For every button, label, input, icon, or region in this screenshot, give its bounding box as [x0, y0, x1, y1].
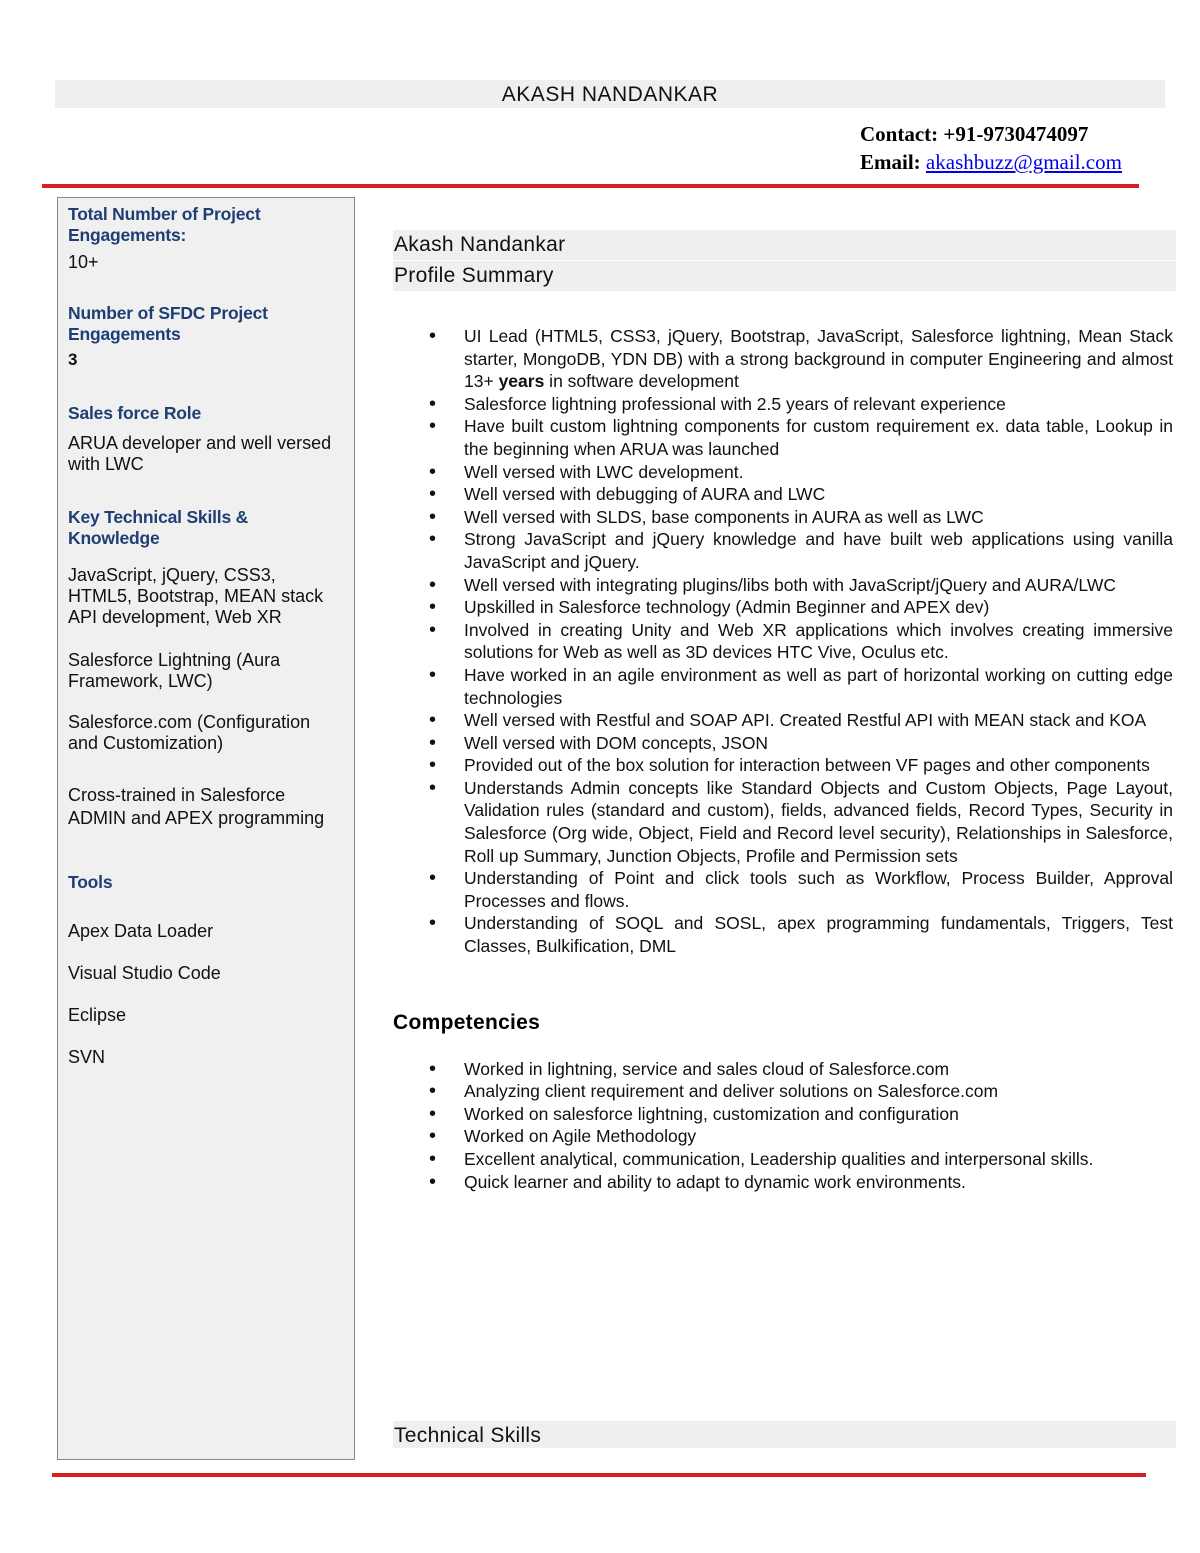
list-item: • Well versed with Restful and SOAP API. Created Restful API with MEAN stack and KOA — [464, 709, 1176, 732]
contact-phone: +91-9730474097 — [943, 122, 1089, 146]
list-item: • Strong JavaScript and jQuery knowledge and have built web applications using vanilla JavaScript and jQuery. — [464, 528, 1176, 573]
technical-skills-heading: Technical Skills — [393, 1421, 1176, 1448]
name-heading: Akash Nandankar — [393, 230, 1176, 260]
profile-summary-heading: Profile Summary — [393, 261, 1176, 291]
tool-item: Eclipse — [68, 1005, 127, 1025]
tools-heading: Tools — [68, 872, 113, 892]
main-content — [393, 230, 1176, 1193]
total-projects-value: 10+ — [68, 252, 99, 272]
list-item: • Excellent analytical, communication, Leadership qualities and interpersonal skills. — [464, 1148, 1176, 1171]
resume-name-banner: AKASH NANDANKAR — [55, 80, 1165, 108]
list-item: • Worked on salesforce lightning, customization and configuration — [464, 1103, 1176, 1126]
list-item: • Worked in lightning, service and sales cloud of Salesforce.com — [464, 1058, 1176, 1081]
email-link[interactable]: akashbuzz@gmail.com — [925, 150, 1122, 174]
list-item: • Understanding of SOQL and SOSL, apex programming fundamentals, Triggers, Test Classes, Bulkification, DML — [464, 912, 1176, 957]
list-item: • Well versed with LWC development. — [464, 461, 1176, 484]
list-item: • Have built custom lightning components for custom requirement ex. data table, Lookup in the beginning when ARUA was launched — [464, 415, 1176, 460]
tool-item: Apex Data Loader — [68, 921, 214, 941]
skill-item: JavaScript, jQuery, CSS3, HTML5, Bootstrap, MEAN stack API development, Web XR — [68, 565, 324, 627]
tool-item: Visual Studio Code — [68, 963, 221, 983]
profile-summary-list — [393, 325, 1176, 958]
sfdc-projects-heading: Number of SFDC Project Engagements — [68, 303, 268, 344]
contact-label: Contact: — [860, 122, 939, 146]
total-projects-heading: Total Number of Project Engagements: — [68, 204, 261, 245]
email-line — [860, 148, 1180, 176]
list-item: • UI Lead (HTML5, CSS3, jQuery, Bootstrap, JavaScript, Salesforce lightning, Mean Stack starter, MongoDB, YDN DB) with a strong background in computer Engineering and almost 13+ years in software development — [464, 325, 1176, 393]
list-item: • Analyzing client requirement and deliver solutions on Salesforce.com — [464, 1080, 1176, 1103]
sidebar — [57, 197, 355, 1460]
list-item: • Well versed with debugging of AURA and LWC — [464, 483, 1176, 506]
email-label: Email: — [860, 150, 921, 174]
competencies-list — [393, 1058, 1176, 1194]
skills-heading: Key Technical Skills & Knowledge — [68, 507, 249, 548]
skill-item: Cross-trained in Salesforce ADMIN and APEX programming — [68, 785, 325, 828]
list-item: • Well versed with integrating plugins/libs both with JavaScript/jQuery and AURA/LWC — [464, 574, 1176, 597]
list-item: • Have worked in an agile environment as well as part of horizontal working on cutting edge technologies — [464, 664, 1176, 709]
skill-item: Salesforce.com (Configuration and Customization) — [68, 712, 311, 753]
competencies-heading: Competencies — [393, 1010, 541, 1034]
sfdc-projects-value: 3 — [68, 350, 78, 369]
contact-line — [860, 120, 1180, 148]
bottom-divider — [52, 1473, 1146, 1477]
role-value: ARUA developer and well versed with LWC — [68, 433, 332, 474]
role-heading: Sales force Role — [68, 403, 201, 423]
list-item: • Worked on Agile Methodology — [464, 1125, 1176, 1148]
top-divider — [42, 184, 1139, 188]
list-item: • Salesforce lightning professional with 2.5 years of relevant experience — [464, 393, 1176, 416]
list-item: • Provided out of the box solution for interaction between VF pages and other components — [464, 754, 1176, 777]
list-item: • Quick learner and ability to adapt to dynamic work environments. — [464, 1171, 1176, 1194]
list-item: • Well versed with DOM concepts, JSON — [464, 732, 1176, 755]
list-item: • Involved in creating Unity and Web XR applications which involves creating immersive solutions for Web as well as 3D devices HTC Vive, Oculus etc. — [464, 619, 1176, 664]
contact-block — [860, 120, 1180, 176]
list-item: • Understanding of Point and click tools such as Workflow, Process Builder, Approval Processes and flows. — [464, 867, 1176, 912]
list-item: • Well versed with SLDS, base components in AURA as well as LWC — [464, 506, 1176, 529]
skill-item: Salesforce Lightning (Aura Framework, LWC) — [68, 650, 281, 691]
list-item: • Upskilled in Salesforce technology (Admin Beginner and APEX dev) — [464, 596, 1176, 619]
tool-item: SVN — [68, 1047, 106, 1067]
list-item: • Understands Admin concepts like Standard Objects and Custom Objects, Page Layout, Validation rules (standard and custom), fields, advanced fields, Record Types, Security in Salesforce (Org wide, Object, Field and Record level security), Relationships in Salesforce, Roll up Summary, Junction Objects, Profile and Permission sets — [464, 777, 1176, 867]
